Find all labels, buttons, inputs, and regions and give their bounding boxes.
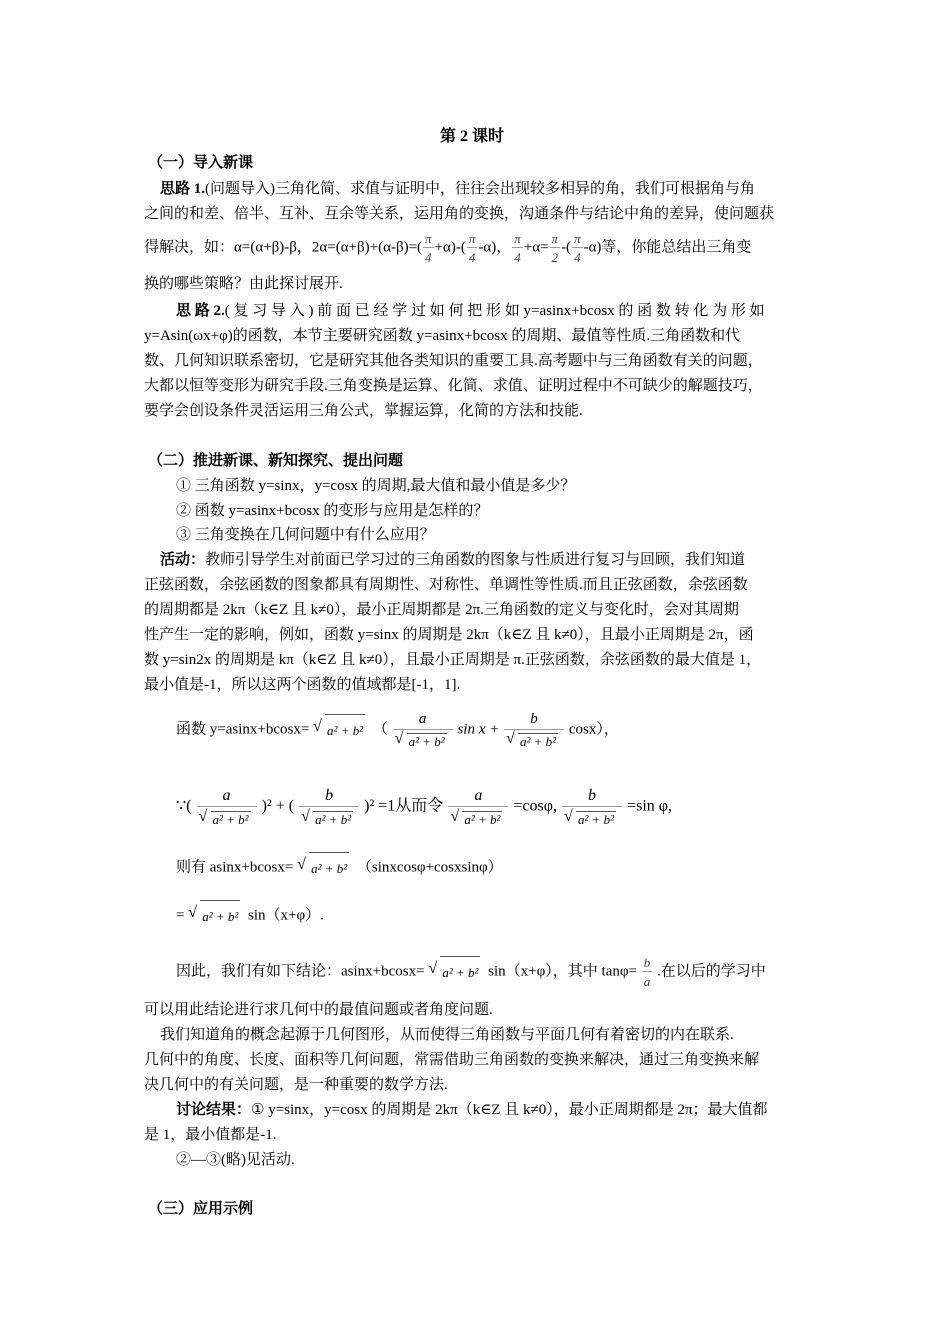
idea1-text-1: (问题导入)三角化简、求值与证明中，往往会出现较多相异的角，我们可根据角与角 xyxy=(205,181,756,197)
idea1-text-3f: -α)等，你能总结出三角变 xyxy=(583,239,752,256)
result-text-1: ① y=sinx，y=cosx 的周期是 2kπ（k∈Z 且 k≠0），最小正周期都是 2π；最大值都 xyxy=(251,1102,768,1118)
idea2-line1 xyxy=(176,300,765,322)
formula-2-because: ∵( xyxy=(176,797,192,815)
activity-line3: 的周期都是 2kπ（k∈Z 且 k≠0），最小正周期都是 2π.三角函数的定义与变化时，会对其周期 xyxy=(144,602,739,618)
section-heading-examples: （三）应用示例 xyxy=(148,1201,254,1217)
formula-5-prefix: 因此，我们有如下结论：asinx+bcosx= xyxy=(176,963,425,980)
sqrt-a2-b2: √ a² + b² xyxy=(428,956,484,988)
question-1: ① 三角函数 y=sinx，y=cosx 的周期,最大值和最小值是多少？ xyxy=(176,478,576,494)
result-line3: ②—③(略)见活动. xyxy=(176,1152,295,1168)
fraction-b-over-sqrt: b √ a² + b² xyxy=(299,788,359,826)
activity-line4: 性产生一定的影响，例如，函数 y=sinx 的周期是 2kπ（k∈Z 且 k≠0），且最小正周期是 2π，函 xyxy=(144,627,754,643)
question-2: ② 函数 y=asinx+bcosx 的变形与应用是怎样的？ xyxy=(176,503,489,519)
formula-5-mid: sin（x+φ），其中 tanφ= xyxy=(488,963,637,980)
formula-1-paren: （ xyxy=(372,721,388,738)
geometry-line1: 我们知道角的概念起源于几何图形，从而使得三角函数与平面几何有着密切的内在联系. xyxy=(160,1027,734,1043)
formula-2-cos: =cosφ, xyxy=(513,797,557,815)
formula-2 xyxy=(176,788,672,826)
section-heading-explore: （二）推进新课、新知探究、提出问题 xyxy=(148,453,404,469)
idea1-text-3b: +α)-( xyxy=(434,239,466,256)
idea1-line4: 换的哪些策略？由此探讨展开. xyxy=(144,276,343,292)
result-line1 xyxy=(176,1099,768,1121)
section-heading-intro: （一）导入新课 xyxy=(148,155,254,171)
activity-line5: 数 y=sin2x 的周期是 kπ（k∈Z 且 k≠0），且最小正周期是 π.正弦函数，余弦函数的最大值是 1， xyxy=(144,652,762,668)
fraction-pi-over-4: $\frac{\pi}{4}$ xyxy=(514,231,521,265)
idea2-label: 思 路 2. xyxy=(176,303,225,319)
formula-2-sin: =sin φ, xyxy=(627,797,672,815)
question-3: ③ 三角变换在几何问题中有什么应用？ xyxy=(176,527,435,543)
formula-2-end: )² =1从而令 xyxy=(364,797,444,815)
formula-2-mid: )² + ( xyxy=(261,797,295,815)
formula-1-cos: cosx）， xyxy=(568,721,619,738)
formula-1-sin: sin x + xyxy=(457,721,500,738)
activity-text-1: 教师引导学生对前面已学习过的三角函数的图象与性质进行复习与回顾，我们知道 xyxy=(205,552,746,568)
idea1-line2: 之间的和差、倍半、互补、互余等关系，运用角的变换，沟通条件与结论中角的差异，使问题获 xyxy=(144,206,775,222)
sqrt-a2-b2: √ a² + b² xyxy=(297,852,353,884)
fraction-a-over-sqrt: a √ a² + b² xyxy=(393,712,453,748)
fraction-a-over-sqrt: a √ a² + b² xyxy=(197,788,257,826)
formula-4-prefix: = xyxy=(176,907,185,924)
formula-3-suffix: （sinxcosφ+cosxsinφ） xyxy=(356,859,503,876)
geometry-line3: 决几何中的有关问题，是一种重要的数学方法. xyxy=(144,1077,448,1093)
formula-6: 可以用此结论进行求几何中的最值问题或者角度问题. xyxy=(144,1002,493,1018)
page-title: 第 2 课时 xyxy=(440,128,505,145)
fraction-b-over-sqrt: b √ a² + b² xyxy=(562,788,622,826)
formula-1-prefix: 函数 y=asinx+bcosx= xyxy=(176,721,310,738)
fraction-pi-over-4: $\frac{\pi}{4}$ xyxy=(574,231,581,265)
fraction-b-over-a: $\frac{b}{a}$ xyxy=(643,955,651,989)
idea2-line3: 数、几何知识联系密切，它是研究其他各类知识的重要工具.高考题中与三角函数有关的问题， xyxy=(144,353,763,369)
idea1-text-3d: +α= xyxy=(523,239,549,256)
formula-3 xyxy=(176,852,503,884)
sqrt-a2-b2: √ a² + b² xyxy=(313,714,369,746)
idea1-line3 xyxy=(144,232,751,264)
geometry-line2: 几何中的角度、长度、面积等几何问题，常需借助三角函数的变换来解决，通过三角变换来解 xyxy=(144,1052,760,1068)
idea1-label: 思路 1. xyxy=(160,181,206,197)
result-line2: 是 1，最小值都是-1. xyxy=(144,1127,277,1143)
idea1-line1 xyxy=(160,178,755,200)
idea1-text-3a: 得解决，如：α=(α+β)-β，2α=(α+β)+(α-β)=( xyxy=(144,239,423,256)
fraction-pi-over-2: $\frac{\pi}{2}$ xyxy=(551,231,559,265)
idea1-text-3c: -α)， xyxy=(478,239,512,256)
result-label: 讨论结果： xyxy=(176,1102,252,1118)
idea1-text-3e: -( xyxy=(561,239,572,256)
activity-line1 xyxy=(160,549,745,571)
formula-3-prefix: 则有 asinx+bcosx= xyxy=(176,859,294,876)
activity-line6: 最小值是-1，所以这两个函数的值域都是[-1，1]. xyxy=(144,677,461,693)
activity-label: 活动： xyxy=(160,552,206,568)
fraction-pi-over-4: $\frac{\pi}{4}$ xyxy=(468,231,476,265)
activity-line2: 正弦函数，余弦函数的图象都具有周期性、对称性、单调性等性质.而且正弦函数，余弦函数 xyxy=(144,577,748,593)
formula-5-suffix: .在以后的学习中 xyxy=(656,963,766,980)
formula-5 xyxy=(176,956,766,988)
idea2-line2: y=Asin(ωx+φ)的函数，本节主要研究函数 y=asinx+bcosx 的周期、最值等性质.三角函数和代 xyxy=(144,328,741,344)
fraction-pi-over-4: $\frac{\pi}{4}$ xyxy=(425,231,432,265)
sqrt-a2-b2: √ a² + b² xyxy=(188,900,244,932)
idea2-text-1: ( 复 习 导 入 ) 前 面 已 经 学 过 如 何 把 形 如 y=asinx+bcosx 的 函 数 转 化 为 形 如 xyxy=(224,303,765,319)
formula-4 xyxy=(176,900,324,932)
fraction-a-over-sqrt: a √ a² + b² xyxy=(448,788,508,826)
idea2-line5: 要学会创设条件灵活运用三角公式，掌握运算，化简的方法和技能. xyxy=(144,403,583,419)
formula-1 xyxy=(176,712,619,748)
idea2-line4: 大都以恒等变形为研究手段.三角变换是运算、化简、求值、证明过程中不可缺少的解题技巧， xyxy=(144,378,763,394)
fraction-b-over-sqrt: b √ a² + b² xyxy=(504,712,564,748)
formula-4-suffix: sin（x+φ）. xyxy=(248,907,324,924)
